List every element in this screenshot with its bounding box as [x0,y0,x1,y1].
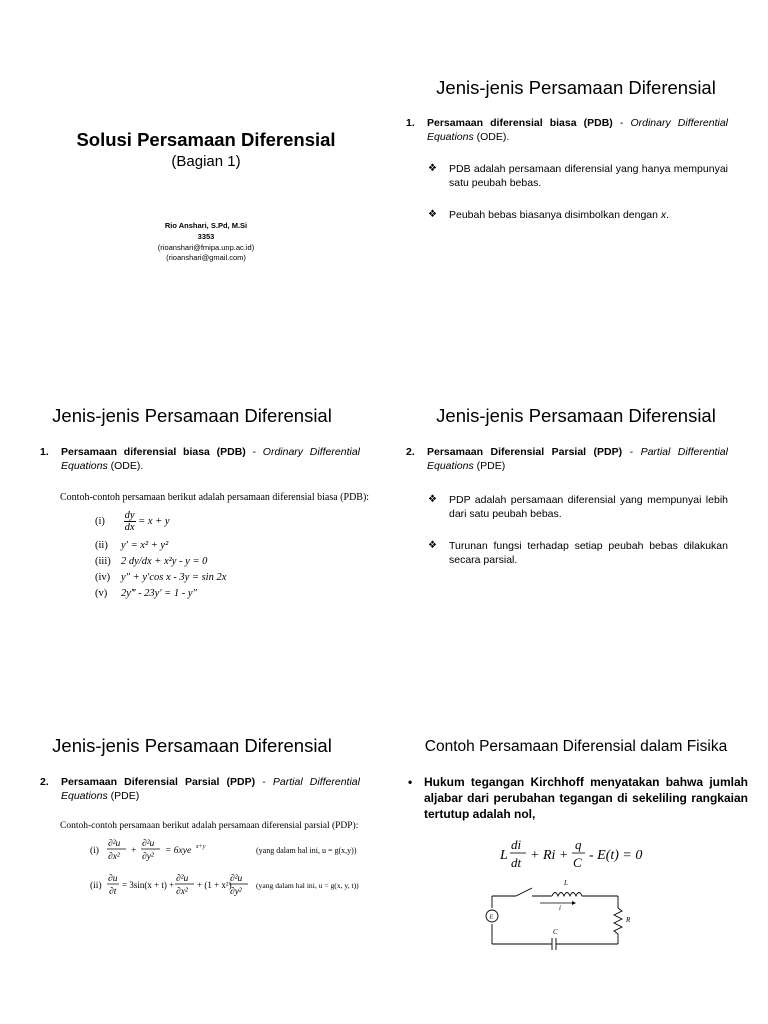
slide-cover [0,0,384,341]
formula-mid: + Ri + [530,848,569,863]
item-abbrev: (ODE). [473,131,510,143]
switch [516,888,532,896]
diamond-bullet-icon: ❖ [428,163,437,174]
operator-plus: + [131,846,137,856]
pdp-equations [0,832,384,922]
frac-numerator: dy [124,510,135,521]
bullet-dot: • [408,775,413,789]
item-abbrev: (ODE). [107,460,144,472]
equation-label: (ii) [90,881,102,891]
author-id: 3353 [197,232,215,241]
equation-expr: y″ + y′cos x - 3y = sin 2x [121,572,227,583]
author-email-1: (rioanshari@fmipa.unp.ac.id) [157,243,255,252]
item-number: 1. [40,446,49,458]
examples-intro: Contoh-contoh persamaan berikut adalah persamaan diferensial parsial (PDP): [60,821,359,831]
bullet-pdp-def [428,493,728,521]
equation-label: (ii) [95,540,108,551]
item-english: Ordinary Differential Equations [61,446,360,472]
frac-numerator: ∂²u [230,874,243,884]
frac-denominator: ∂y² [142,852,154,862]
frac-denominator: ∂t [109,887,117,897]
item-heading: Persamaan Diferensial Parsial (PDP) [427,446,623,458]
equation-label: (iii) [95,556,111,567]
equation-label: (v) [95,588,108,599]
item-abbrev: (PDE) [473,460,506,472]
item-heading: Persamaan diferensial biasa (PDB) [61,446,246,458]
label-C: C [553,928,558,936]
slide-pdb-definition [384,0,768,341]
symbol-L: L [500,848,508,863]
frac-denominator: C [573,855,582,870]
item-heading: Persamaan Diferensial Parsial (PDP) [61,776,256,788]
equation-4 [95,572,226,583]
item-abbrev: (PDE) [107,790,140,802]
formula-tail: - E(t) = 0 [589,848,643,863]
bullet-pdb-def [428,162,728,190]
diamond-bullet-icon: ❖ [428,540,437,551]
slide-title: Jenis-jenis Persamaan Diferensial [52,405,332,426]
item-english: Ordinary Differential Equations [427,117,728,143]
bullet-text: PDB adalah persamaan diferensial yang hanya mempunyai satu peubah bebas. [449,163,728,189]
exponent: x+y [196,844,206,850]
equation-mid: = 3sin(x + t) + [122,880,175,890]
equation-1 [95,510,170,533]
list-item-pdp [40,775,360,803]
resistor [614,908,622,934]
kirchhoff-text: Hukum tegangan Kirchhoff menyatakan bahwa jumlah aljabar dari perubahan tegangan di sekeliling rangkaian tertutup adalah nol, [424,775,748,821]
variable-x: x [660,209,667,221]
item-dash: - [622,446,641,458]
item-number: 2. [406,446,415,458]
bullet-text: Peubah bebas biasanya disimbolkan dengan [449,209,661,221]
slide-title: Contoh Persamaan Diferensial dalam Fisika [424,738,728,755]
frac-denominator: ∂x² [108,852,120,862]
label-R: R [626,916,631,924]
period: . [666,209,670,221]
label-i: i [559,904,561,912]
item-dash: - [612,117,631,129]
frac-denominator: ∂x² [176,887,188,897]
list-item-pdb [40,445,360,473]
equation-label: (iv) [95,572,111,583]
equation-expr: 2 dy/dx + x²y - y = 0 [121,556,208,567]
equation-note: (yang dalam hal ini, u = g(x, y, t)) [256,881,359,890]
slide-title: Jenis-jenis Persamaan Diferensial [436,405,716,426]
frac-numerator: di [511,837,522,852]
bullet-text: Turunan fungsi terhadap setiap peubah bebas dilakukan secara parsial. [449,540,728,566]
equation-5 [95,588,197,599]
slide-kirchhoff [384,682,768,1023]
bullet-variable [428,208,728,222]
equation-2 [95,540,168,551]
kirchhoff-formula [484,834,684,876]
equation-3 [95,556,207,567]
equation-rest: = x + y [138,515,170,527]
frac-denominator: ∂y² [230,887,242,897]
inductor [552,893,582,897]
item-english: Partial Differential Equations [61,776,360,802]
frac-numerator: ∂²u [108,839,121,849]
cover-subtitle: (Bagian 1) [171,153,241,170]
bullet-text: PDP adalah persamaan diferensial yang mempunyai lebih dari satu peubah bebas. [449,494,728,520]
author-email-2: (rioanshari@gmail.com) [166,253,246,262]
cover-title: Solusi Persamaan Diferensial [76,129,336,150]
diamond-bullet-icon: ❖ [428,209,437,220]
frac-denominator: dt [511,855,522,870]
item-dash: - [245,446,263,458]
frac-denominator: dx [124,522,135,533]
item-number: 1. [406,117,415,129]
diamond-bullet-icon: ❖ [428,494,437,505]
label-L: L [564,879,568,887]
rlc-circuit-diagram [480,874,650,962]
equation-mid-2: + (1 + x²) [197,880,232,890]
item-english: Partial Differential Equations [427,446,728,472]
frac-numerator: ∂u [108,874,118,884]
kirchhoff-bullet [408,774,748,822]
frac-numerator: q [575,837,582,852]
list-item-pdp [406,445,728,473]
frac-numerator: ∂²u [142,839,155,849]
frac-numerator: ∂²u [176,874,189,884]
equation-label: (i) [95,515,105,527]
author-name: Rio Anshari, S.Pd, M.Si [164,221,248,230]
slide-title: Jenis-jenis Persamaan Diferensial [52,735,332,756]
list-item-pdb [406,116,728,144]
equation-expr: 2y‴ - 23y′ = 1 - y″ [121,588,197,599]
equation-expr: y′ = x² + y² [121,540,169,551]
equation-rest: = 6xye [165,846,192,856]
item-heading: Persamaan diferensial biasa (PDB) [427,117,613,129]
equation-note: (yang dalam hal ini, u = g(x,y)) [256,846,357,855]
item-number: 2. [40,776,49,788]
label-E: E [489,914,494,921]
slide-pdp-definition [384,341,768,682]
slide-pdb-examples [0,341,384,682]
bullet-partial [428,539,728,567]
slide-pdp-examples [0,682,384,1023]
examples-intro: Contoh-contoh persamaan berikut adalah persamaan diferensial biasa (PDB): [60,492,370,503]
slide-title: Jenis-jenis Persamaan Diferensial [436,77,716,98]
equation-label: (i) [90,846,99,856]
item-dash: - [255,776,273,788]
